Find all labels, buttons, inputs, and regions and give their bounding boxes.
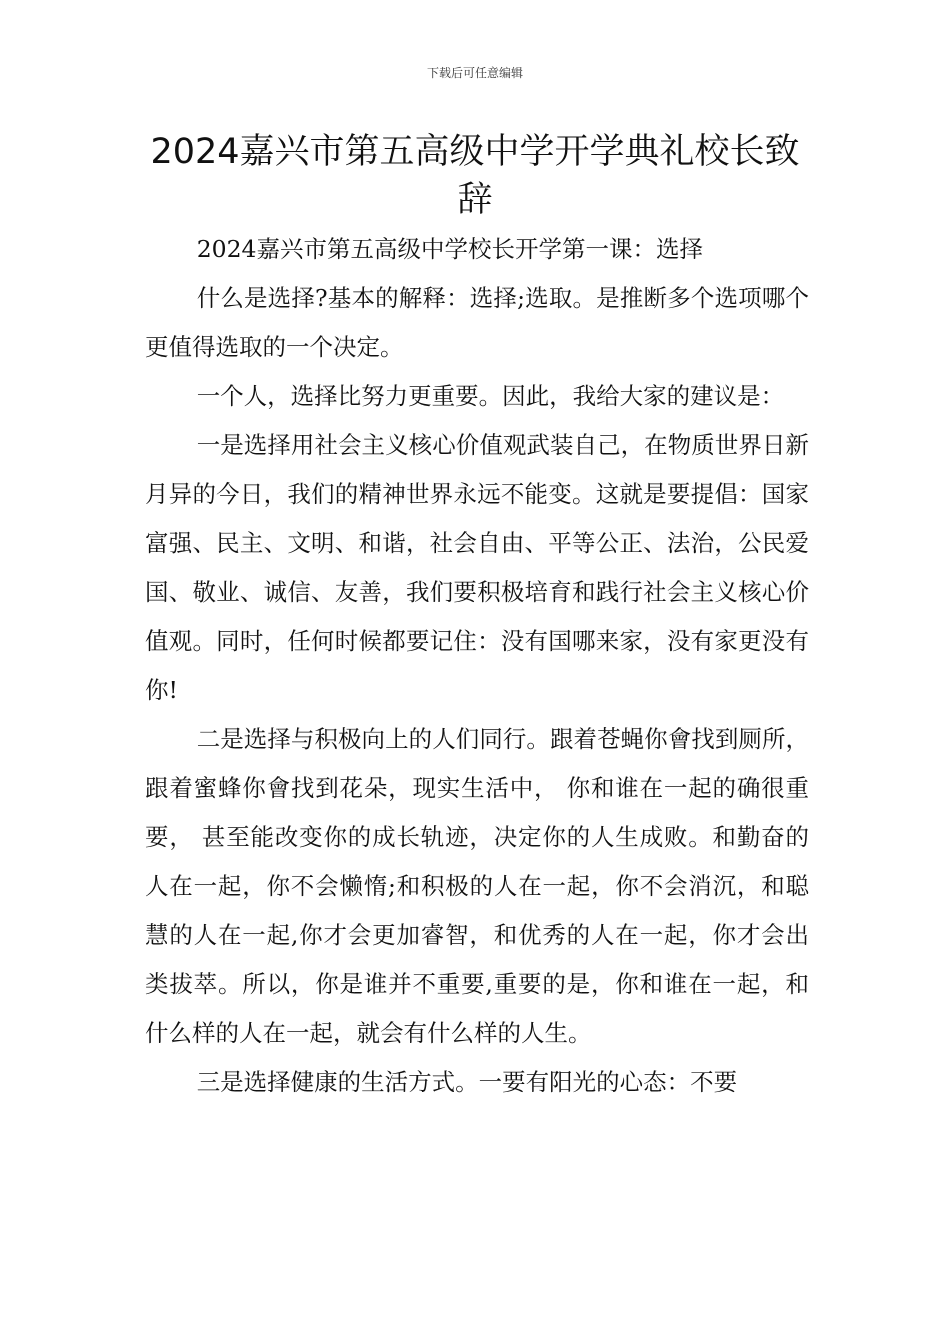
paragraph-point-one: 一是选择用社会主义核心价值观武装自己，在物质世界日新月异的今日，我们的精神世界永远不能变。这就是要提倡：国家富强、民主、文明、和谐，社会自由、平等公正、法治，公民爱国、敬业、诚信、友善，我们要积极培育和践行社会主义核心价值观。同时，任何时候都要记住：没有国哪来家，没有家更没有你! bbox=[145, 431, 809, 704]
header-note: 下载后可任意编辑 bbox=[426, 66, 523, 80]
paragraph-point-three: 三是选择健康的生活方式。一要有阳光的心态：不要 bbox=[196, 1068, 738, 1096]
paragraph-point-two: 二是选择与积极向上的人们同行。跟着苍蝇你會找到厕所，跟着蜜蜂你會找到花朵，现实生活中， 你和谁在一起的确很重要， 甚至能改变你的成长轨迹，决定你的人生成败。和勤奋的人在一起，你不会懒惰;和积极的人在一起，你不会消沉，和聪慧的人在一起,你才会更加睿智，和优秀的人在一起，你才会出类拔萃。所以，你是谁并不重要,重要的是，你和谁在一起，和什么样的人在一起，就会有什么样的人生。 bbox=[145, 725, 809, 1047]
page-title: 2024嘉兴市第五高级中学开学典礼校长致辞 bbox=[150, 132, 800, 220]
paragraph-definition: 什么是选择?基本的解释：选择;选取。是推断多个选项哪个更值得选取的一个决定。 bbox=[145, 284, 809, 361]
document-body bbox=[145, 225, 809, 1107]
paragraph-subtitle: 2024嘉兴市第五高级中学校长开学第一课：选择 bbox=[196, 235, 703, 263]
paragraph-advice-intro: 一个人，选择比努力更重要。因此，我给大家的建议是： bbox=[196, 382, 785, 410]
